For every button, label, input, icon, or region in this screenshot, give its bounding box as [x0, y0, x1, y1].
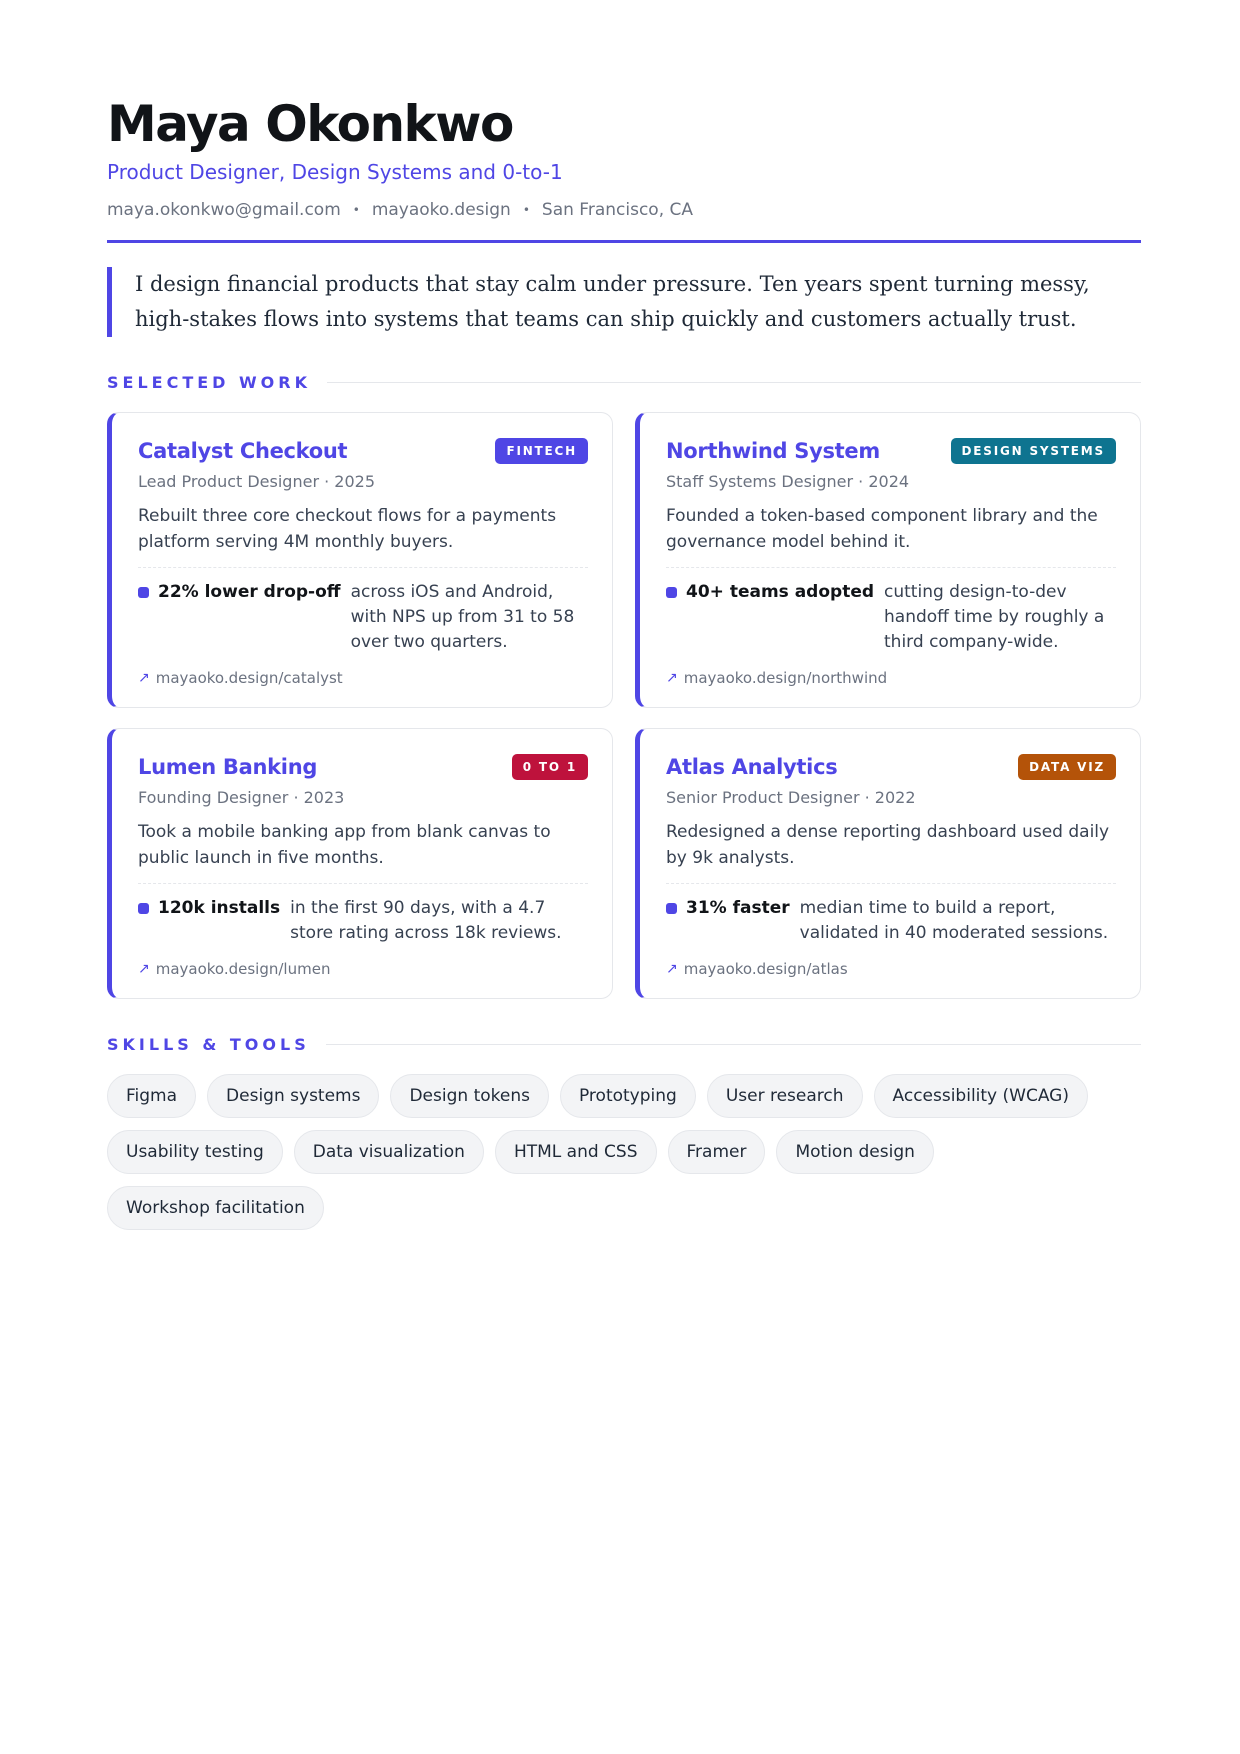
project-description: Redesigned a dense reporting dashboard used daily by 9k analysts.	[666, 822, 1110, 868]
project-card	[635, 728, 1141, 999]
metric-detail: cutting design-to-dev handoff time by roughly a third company-wide.	[884, 582, 1105, 652]
summary-blockquote: I design financial products that stay calm under pressure. Ten years spent turning messy, high-stakes flows into systems that teams can ship quickly and customers actually trust.	[107, 267, 1135, 337]
project-link-text[interactable]: mayaoko.design/northwind	[683, 669, 888, 687]
project-title: Lumen Banking	[138, 755, 318, 779]
section-divider	[327, 382, 1141, 383]
card-divider	[138, 567, 588, 568]
section-label: SELECTED WORK	[107, 373, 311, 392]
metric-detail: across iOS and Android, with NPS up from 31 to 58 over two quarters.	[350, 582, 575, 652]
external-link-arrow-icon: ↗	[138, 670, 150, 686]
project-link-text[interactable]: mayaoko.design/catalyst	[155, 669, 343, 687]
square-bullet-icon	[138, 587, 149, 598]
square-bullet-icon	[666, 587, 677, 598]
metric-detail: in the first 90 days, with a 4.7 store rating across 18k reviews.	[290, 898, 562, 943]
skills-list	[107, 1074, 1141, 1230]
square-bullet-icon	[666, 903, 677, 914]
skill-chip: Accessibility (WCAG)	[874, 1074, 1088, 1118]
external-link-arrow-icon: ↗	[138, 961, 150, 977]
contact-email[interactable]: maya.okonkwo@gmail.com	[107, 200, 341, 220]
skill-chip: Framer	[668, 1130, 766, 1174]
project-tag: DATA VIZ	[1018, 754, 1116, 780]
card-divider	[138, 883, 588, 884]
person-name: Maya Okonkwo	[107, 95, 513, 153]
project-description: Took a mobile banking app from blank canvas to public launch in five months.	[138, 822, 551, 868]
metric-highlight: 40+ teams adopted	[686, 582, 875, 602]
section-label: SKILLS & TOOLS	[107, 1035, 310, 1054]
skill-chip: Motion design	[776, 1130, 933, 1174]
header-rule	[107, 240, 1141, 243]
metric-detail: median time to build a report, validated in 40 moderated sessions.	[799, 898, 1109, 943]
project-meta: Lead Product Designer · 2025	[138, 472, 375, 491]
contact-location: San Francisco, CA	[541, 200, 693, 220]
project-card	[107, 728, 613, 999]
project-title: Northwind System	[666, 439, 880, 463]
external-link-arrow-icon: ↗	[666, 961, 678, 977]
metric-highlight: 31% faster	[686, 898, 790, 918]
project-metric	[138, 896, 588, 946]
metric-highlight: 120k installs	[158, 898, 281, 918]
skills-heading	[107, 1035, 1141, 1054]
project-meta: Founding Designer · 2023	[138, 788, 345, 807]
contact-website[interactable]: mayaoko.design	[371, 200, 511, 220]
project-grid	[107, 412, 1141, 999]
project-tag: DESIGN SYSTEMS	[951, 438, 1116, 464]
project-description: Rebuilt three core checkout flows for a payments platform serving 4M monthly buyers.	[138, 506, 557, 552]
project-tag: 0 TO 1	[512, 754, 588, 780]
contact-separator: •	[352, 203, 360, 217]
card-divider	[666, 883, 1116, 884]
square-bullet-icon	[138, 903, 149, 914]
skill-chip: HTML and CSS	[495, 1130, 657, 1174]
project-metric	[666, 580, 1116, 655]
project-link[interactable]	[138, 958, 588, 980]
project-card	[107, 412, 613, 708]
contact-line	[107, 198, 1141, 222]
project-metric	[666, 896, 1116, 946]
project-meta: Staff Systems Designer · 2024	[666, 472, 910, 491]
project-title: Catalyst Checkout	[138, 439, 348, 463]
project-tag: FINTECH	[495, 438, 588, 464]
card-divider	[666, 567, 1116, 568]
project-card	[635, 412, 1141, 708]
skill-chip: Workshop facilitation	[107, 1186, 324, 1230]
contact-separator: •	[522, 203, 530, 217]
skill-chip: Design systems	[207, 1074, 379, 1118]
project-description: Founded a token-based component library and the governance model behind it.	[666, 506, 1098, 552]
skill-chip: User research	[707, 1074, 863, 1118]
skill-chip: Usability testing	[107, 1130, 283, 1174]
project-link[interactable]	[666, 667, 1116, 689]
project-title: Atlas Analytics	[666, 755, 838, 779]
skill-chip: Data visualization	[294, 1130, 484, 1174]
project-link[interactable]	[666, 958, 1116, 980]
skill-chip: Prototyping	[560, 1074, 696, 1118]
metric-highlight: 22% lower drop-off	[158, 582, 341, 602]
project-link-text[interactable]: mayaoko.design/lumen	[155, 960, 331, 978]
selected-work-heading	[107, 373, 1141, 392]
section-divider	[326, 1044, 1141, 1045]
job-tagline: Product Designer, Design Systems and 0-to-1	[107, 160, 563, 184]
resume-page	[107, 96, 1141, 1230]
project-meta: Senior Product Designer · 2022	[666, 788, 916, 807]
skill-chip: Figma	[107, 1074, 196, 1118]
project-metric	[138, 580, 588, 655]
external-link-arrow-icon: ↗	[666, 670, 678, 686]
skill-chip: Design tokens	[390, 1074, 549, 1118]
project-link[interactable]	[138, 667, 588, 689]
project-link-text[interactable]: mayaoko.design/atlas	[683, 960, 848, 978]
